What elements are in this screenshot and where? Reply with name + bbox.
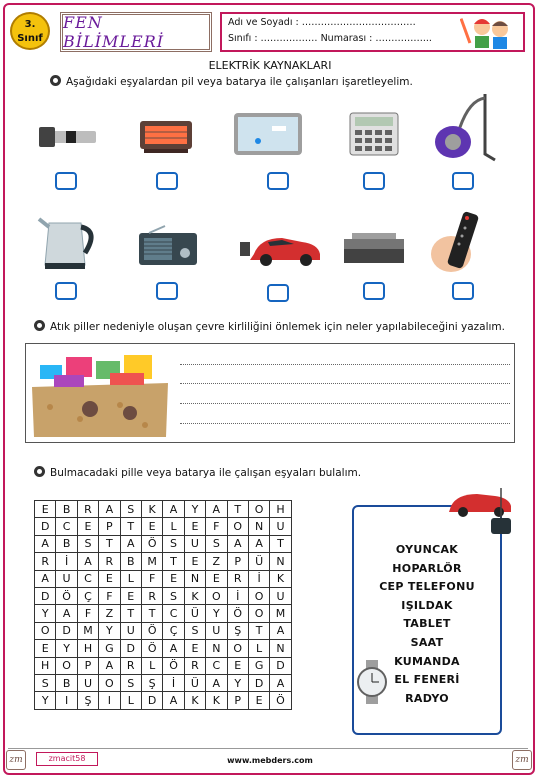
puzzle-cell[interactable]: N	[270, 553, 291, 570]
kids-icon	[460, 14, 520, 50]
puzzle-cell[interactable]: R	[141, 587, 162, 604]
word-item: KUMANDA	[394, 654, 460, 668]
puzzle-cell[interactable]: E	[77, 518, 98, 535]
name-field[interactable]: Adı ve Soyadı : ………………………………	[228, 17, 416, 28]
puzzle-cell[interactable]: K	[184, 692, 205, 709]
word-item: CEP TELEFONU	[379, 580, 475, 594]
puzzle-cell[interactable]: Ç	[163, 622, 184, 639]
puzzle-cell[interactable]: N	[270, 640, 291, 657]
puzzle-cell[interactable]: C	[56, 518, 77, 535]
puzzle-cell[interactable]: İ	[163, 674, 184, 691]
puzzle-row	[35, 605, 292, 622]
puzzle-cell[interactable]: Ü	[184, 674, 205, 691]
puzzle-cell[interactable]: Y	[35, 605, 56, 622]
puzzle-cell[interactable]: A	[120, 535, 141, 552]
puzzle-cell[interactable]: N	[248, 518, 269, 535]
checkbox-vacuum[interactable]	[452, 172, 474, 190]
answer-line-4[interactable]	[180, 423, 510, 424]
puzzle-cell[interactable]: O	[99, 674, 120, 691]
puzzle-cell[interactable]: D	[120, 640, 141, 657]
puzzle-cell[interactable]: U	[77, 674, 98, 691]
battery-pile-icon	[30, 347, 170, 439]
puzzle-cell[interactable]: N	[206, 640, 227, 657]
puzzle-cell[interactable]: G	[99, 640, 120, 657]
checkbox-tablet[interactable]	[267, 172, 289, 190]
website-link[interactable]: www.mebders.com	[227, 756, 313, 765]
bullet-icon	[34, 320, 45, 331]
puzzle-cell[interactable]: O	[56, 657, 77, 674]
puzzle-cell[interactable]: Ç	[77, 587, 98, 604]
word-item: IŞILDAK	[401, 598, 453, 612]
puzzle-cell[interactable]: R	[227, 570, 248, 587]
question-3	[34, 466, 361, 479]
wristwatch-icon	[352, 660, 392, 704]
word-item: RADYO	[405, 691, 449, 705]
puzzle-cell[interactable]: T	[120, 518, 141, 535]
puzzle-cell[interactable]: A	[163, 692, 184, 709]
puzzle-cell[interactable]: Ö	[141, 640, 162, 657]
puzzle-cell[interactable]: T	[227, 501, 248, 518]
puzzle-cell[interactable]: A	[163, 501, 184, 518]
puzzle-cell[interactable]: O	[206, 587, 227, 604]
puzzle-cell[interactable]: U	[120, 622, 141, 639]
puzzle-cell[interactable]: F	[141, 570, 162, 587]
puzzle-cell[interactable]: C	[206, 657, 227, 674]
puzzle-cell[interactable]: S	[120, 501, 141, 518]
puzzle-cell[interactable]: B	[56, 674, 77, 691]
puzzle-cell[interactable]: A	[206, 501, 227, 518]
puzzle-cell[interactable]: Ö	[141, 622, 162, 639]
puzzle-cell[interactable]: İ	[227, 587, 248, 604]
question-1-text: Aşağıdaki eşyalardan pil veya batarya ile çalışanları işaretleyelim.	[66, 76, 413, 88]
puzzle-row	[35, 535, 292, 552]
puzzle-row	[35, 518, 292, 535]
puzzle-cell[interactable]: S	[163, 587, 184, 604]
puzzle-cell[interactable]: A	[206, 674, 227, 691]
puzzle-cell[interactable]: P	[99, 518, 120, 535]
puzzle-cell[interactable]: A	[35, 535, 56, 552]
puzzle-cell[interactable]: A	[99, 501, 120, 518]
puzzle-cell[interactable]: D	[35, 518, 56, 535]
puzzle-cell[interactable]: K	[206, 692, 227, 709]
puzzle-cell[interactable]: L	[248, 640, 269, 657]
puzzle-cell[interactable]: R	[184, 657, 205, 674]
puzzle-cell[interactable]: I	[56, 692, 77, 709]
grade-number: 3.	[24, 19, 36, 30]
puzzle-cell[interactable]: I	[99, 692, 120, 709]
checkbox-radio[interactable]	[156, 282, 178, 300]
puzzle-cell[interactable]: A	[227, 535, 248, 552]
puzzle-cell[interactable]: Ş	[227, 622, 248, 639]
checkbox-kettle[interactable]	[55, 282, 77, 300]
puzzle-cell[interactable]: L	[163, 518, 184, 535]
puzzle-cell[interactable]: T	[248, 622, 269, 639]
puzzle-cell[interactable]: C	[77, 570, 98, 587]
vacuum-icon	[428, 90, 500, 164]
rc-car-icon	[445, 484, 515, 538]
puzzle-cell[interactable]: Y	[35, 692, 56, 709]
puzzle-cell[interactable]: Ö	[141, 535, 162, 552]
answer-line-1[interactable]	[180, 364, 510, 365]
puzzle-cell[interactable]: A	[99, 657, 120, 674]
puzzle-cell[interactable]: Y	[184, 501, 205, 518]
puzzle-cell[interactable]: S	[206, 535, 227, 552]
checkbox-calculator[interactable]	[363, 172, 385, 190]
puzzle-row	[35, 501, 292, 518]
puzzle-cell[interactable]: Y	[206, 605, 227, 622]
puzzle-cell[interactable]: A	[248, 535, 269, 552]
remote-icon	[428, 208, 500, 274]
checkbox-toy-car[interactable]	[267, 284, 289, 302]
puzzle-cell[interactable]: K	[141, 501, 162, 518]
checkbox-flashlight[interactable]	[55, 172, 77, 190]
puzzle-cell[interactable]: E	[184, 518, 205, 535]
class-number-field[interactable]: Sınıfı : ……………… Numarası : ……………...	[228, 33, 432, 44]
word-search-grid	[34, 500, 292, 710]
puzzle-cell[interactable]: M	[141, 553, 162, 570]
puzzle-cell[interactable]: L	[141, 657, 162, 674]
grade-badge	[10, 12, 50, 50]
puzzle-cell[interactable]: P	[77, 657, 98, 674]
grade-label: Sınıf	[17, 33, 43, 44]
puzzle-cell[interactable]: T	[163, 553, 184, 570]
puzzle-cell[interactable]: E	[35, 501, 56, 518]
question-3-text: Bulmacadaki pille veya batarya ile çalışan eşyaları bulalım.	[50, 467, 362, 479]
puzzle-cell[interactable]: H	[35, 657, 56, 674]
subject-title-box	[60, 12, 212, 52]
puzzle-cell[interactable]: E	[227, 657, 248, 674]
puzzle-cell[interactable]: E	[120, 587, 141, 604]
author-credit: zmacit58	[36, 752, 98, 766]
puzzle-cell[interactable]: Y	[227, 674, 248, 691]
grill-icon	[338, 218, 410, 276]
tablet-icon	[232, 105, 304, 163]
puzzle-cell[interactable]: U	[206, 622, 227, 639]
puzzle-cell[interactable]: S	[184, 622, 205, 639]
question-2	[34, 320, 505, 333]
puzzle-cell[interactable]: P	[227, 553, 248, 570]
puzzle-cell[interactable]: C	[163, 605, 184, 622]
puzzle-cell[interactable]: S	[163, 535, 184, 552]
puzzle-row	[35, 570, 292, 587]
puzzle-row	[35, 692, 292, 709]
radio-icon	[132, 218, 204, 276]
puzzle-cell[interactable]: F	[77, 605, 98, 622]
puzzle-cell[interactable]: E	[184, 553, 205, 570]
puzzle-cell[interactable]: D	[35, 587, 56, 604]
puzzle-cell[interactable]: K	[270, 570, 291, 587]
puzzle-cell[interactable]: Y	[56, 640, 77, 657]
subject-title: FEN BİLİMLERİ	[63, 13, 165, 51]
puzzle-cell[interactable]: R	[77, 501, 98, 518]
puzzle-cell[interactable]: D	[270, 657, 291, 674]
puzzle-cell[interactable]: M	[270, 605, 291, 622]
puzzle-cell[interactable]: U	[56, 570, 77, 587]
puzzle-cell[interactable]: Y	[99, 622, 120, 639]
puzzle-cell[interactable]: B	[56, 501, 77, 518]
puzzle-cell[interactable]: Ö	[56, 587, 77, 604]
checkbox-grill[interactable]	[363, 282, 385, 300]
puzzle-cell[interactable]: T	[99, 535, 120, 552]
puzzle-cell[interactable]: F	[206, 518, 227, 535]
puzzle-cell[interactable]: A	[163, 640, 184, 657]
bullet-icon	[34, 466, 45, 477]
puzzle-cell[interactable]: M	[77, 622, 98, 639]
puzzle-cell[interactable]: Ö	[163, 657, 184, 674]
puzzle-cell[interactable]: Z	[206, 553, 227, 570]
puzzle-cell[interactable]: E	[163, 570, 184, 587]
bullet-icon	[50, 75, 61, 86]
puzzle-table	[34, 500, 292, 710]
puzzle-cell[interactable]: D	[248, 674, 269, 691]
puzzle-row	[35, 657, 292, 674]
puzzle-cell[interactable]: O	[227, 518, 248, 535]
puzzle-cell[interactable]: E	[99, 570, 120, 587]
puzzle-cell[interactable]: R	[120, 657, 141, 674]
puzzle-cell[interactable]: E	[248, 692, 269, 709]
puzzle-cell[interactable]: A	[270, 674, 291, 691]
puzzle-cell[interactable]: R	[35, 553, 56, 570]
puzzle-cell[interactable]: T	[270, 535, 291, 552]
puzzle-cell[interactable]: A	[270, 622, 291, 639]
puzzle-cell[interactable]: U	[270, 518, 291, 535]
puzzle-cell[interactable]: L	[120, 570, 141, 587]
answer-line-3[interactable]	[180, 403, 510, 404]
puzzle-cell[interactable]: Z	[99, 605, 120, 622]
word-item: SAAT	[410, 635, 444, 649]
puzzle-cell[interactable]: A	[35, 570, 56, 587]
puzzle-cell[interactable]: H	[270, 501, 291, 518]
word-item: HOPARLÖR	[392, 561, 462, 575]
puzzle-cell[interactable]: Ö	[270, 692, 291, 709]
puzzle-cell[interactable]: A	[56, 605, 77, 622]
kettle-icon	[34, 208, 106, 272]
puzzle-row	[35, 640, 292, 657]
checkbox-heater[interactable]	[156, 172, 178, 190]
puzzle-cell[interactable]: Ş	[141, 674, 162, 691]
word-item: OYUNCAK	[395, 543, 459, 556]
corner-logo-right: zm	[512, 750, 532, 770]
question-2-text: Atık piller nedeniyle oluşan çevre kirliliğini önlemek için neler yapılabileceğini yazalım.	[50, 321, 505, 333]
puzzle-cell[interactable]: O	[227, 640, 248, 657]
puzzle-cell[interactable]: O	[248, 605, 269, 622]
question-1	[50, 75, 413, 88]
puzzle-cell[interactable]: K	[184, 587, 205, 604]
puzzle-row	[35, 674, 292, 691]
heater-icon	[130, 108, 202, 166]
puzzle-cell[interactable]: F	[99, 587, 120, 604]
puzzle-row	[35, 622, 292, 639]
puzzle-row	[35, 553, 292, 570]
calculator-icon	[338, 105, 410, 163]
puzzle-cell[interactable]: L	[120, 692, 141, 709]
puzzle-cell[interactable]: R	[99, 553, 120, 570]
puzzle-cell[interactable]: D	[141, 692, 162, 709]
puzzle-cell[interactable]: T	[120, 605, 141, 622]
puzzle-cell[interactable]: Ö	[227, 605, 248, 622]
puzzle-cell[interactable]: Ü	[248, 553, 269, 570]
puzzle-cell[interactable]: E	[206, 570, 227, 587]
puzzle-cell[interactable]: Ş	[77, 692, 98, 709]
puzzle-cell[interactable]: S	[35, 674, 56, 691]
puzzle-cell[interactable]: İ	[248, 570, 269, 587]
puzzle-cell[interactable]: E	[184, 640, 205, 657]
puzzle-cell[interactable]: H	[77, 640, 98, 657]
footer-divider	[8, 748, 528, 749]
puzzle-cell[interactable]: İ	[56, 553, 77, 570]
puzzle-cell[interactable]: N	[184, 570, 205, 587]
puzzle-cell[interactable]: O	[35, 622, 56, 639]
puzzle-cell[interactable]: P	[227, 692, 248, 709]
puzzle-cell[interactable]: T	[141, 605, 162, 622]
puzzle-cell[interactable]: E	[35, 640, 56, 657]
puzzle-cell[interactable]: Ü	[184, 605, 205, 622]
section-title: ELEKTRİK KAYNAKLARI	[208, 59, 332, 72]
puzzle-cell[interactable]: U	[184, 535, 205, 552]
puzzle-cell[interactable]: A	[77, 553, 98, 570]
puzzle-cell[interactable]: G	[248, 657, 269, 674]
puzzle-row	[35, 587, 292, 604]
puzzle-cell[interactable]: S	[77, 535, 98, 552]
puzzle-cell[interactable]: O	[248, 501, 269, 518]
toy-car-icon	[238, 218, 324, 276]
word-item: TABLET	[403, 617, 451, 631]
corner-logo-left: zm	[6, 750, 26, 770]
puzzle-cell[interactable]: O	[248, 587, 269, 604]
word-item: EL FENERİ	[394, 673, 460, 687]
answer-line-2[interactable]	[180, 383, 510, 384]
puzzle-cell[interactable]: B	[120, 553, 141, 570]
puzzle-cell[interactable]: S	[120, 674, 141, 691]
puzzle-cell[interactable]: B	[56, 535, 77, 552]
checkbox-remote[interactable]	[452, 282, 474, 300]
puzzle-cell[interactable]: U	[270, 587, 291, 604]
puzzle-cell[interactable]: E	[141, 518, 162, 535]
puzzle-cell[interactable]: D	[56, 622, 77, 639]
flashlight-icon	[30, 108, 102, 166]
